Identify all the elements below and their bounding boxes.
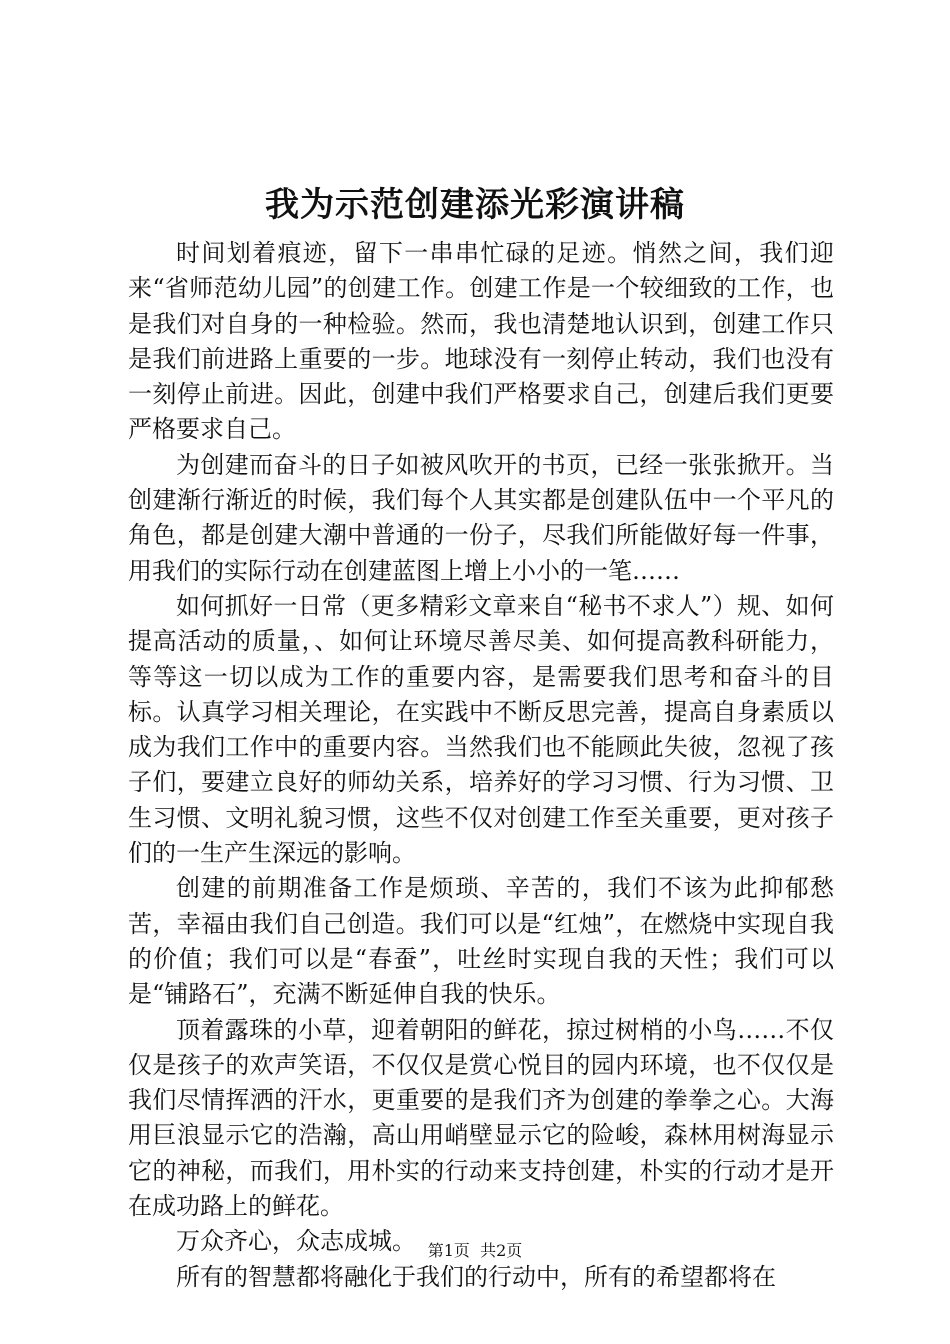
paragraph: 如何抓好一日常（更多精彩文章来自“秘书不求人”）规、如何提高活动的质量，、如何让环境尽善尽美、如何提高教科研能力，等等这一切以成为工作的重要内容，是需要我们思考和奋斗的目标。认真学习相关理论，在实践中不断反思完善，提高自身素质以成为我们工作中的重要内容。当然我们也不能顾此失彼，忽视了孩子们，要建立良好的师幼关系，培养好的学习习惯、行为习惯、卫生习惯、文明礼貌习惯，这些不仅对创建工作至关重要，更对孩子们的一生产生深远的影响。: [128, 591, 834, 868]
paragraph: 为创建而奋斗的日子如被风吹开的书页，已经一张张掀开。当创建渐行渐近的时候，我们每个人其实都是创建队伍中一个平凡的角色，都是创建大潮中普通的一份子，尽我们所能做好每一件事，用我们的实际行动在创建蓝图上增上小小的一笔……: [128, 450, 834, 585]
paragraph: 所有的智慧都将融化于我们的行动中，所有的希望都将在: [176, 1262, 776, 1291]
document-title: 我为示范创建添光彩演讲稿: [265, 185, 685, 225]
document-body: [128, 236, 834, 1295]
page-footer: [0, 1240, 950, 1262]
page-number: 第1页 共2页: [427, 1241, 523, 1260]
paragraph: 顶着露珠的小草，迎着朝阳的鲜花，掠过树梢的小鸟……不仅仅是孩子的欢声笑语，不仅仅是赏心悦目的园内环境，也不仅仅是我们尽情挥洒的汗水，更重要的是我们齐为创建的拳拳之心。大海用巨浪显示它的浩瀚，高山用峭壁显示它的险峻，森林用树海显示它的神秘，而我们，用朴实的行动来支持创建，朴实的行动才是开在成功路上的鲜花。: [128, 1015, 834, 1221]
paragraph: 时间划着痕迹，留下一串串忙碌的足迹。悄然之间，我们迎来“省师范幼儿园”的创建工作。创建工作是一个较细致的工作，也是我们对自身的一种检验。然而，我也清楚地认识到，创建工作只是我们前进路上重要的一步。地球没有一刻停止转动，我们也没有一刻停止前进。因此，创建中我们严格要求自己，创建后我们更要严格要求自己。: [128, 239, 834, 444]
paragraph: 万众齐心，众志成城。: [176, 1227, 416, 1256]
paragraph: 创建的前期准备工作是烦琐、辛苦的，我们不该为此抑郁愁苦，幸福由我们自己创造。我们可以是“红烛”，在燃烧中实现自我的价值；我们可以是“春蚕”，吐丝时实现自我的天性；我们可以是“铺路石”，充满不断延伸自我的快乐。: [128, 874, 834, 1009]
